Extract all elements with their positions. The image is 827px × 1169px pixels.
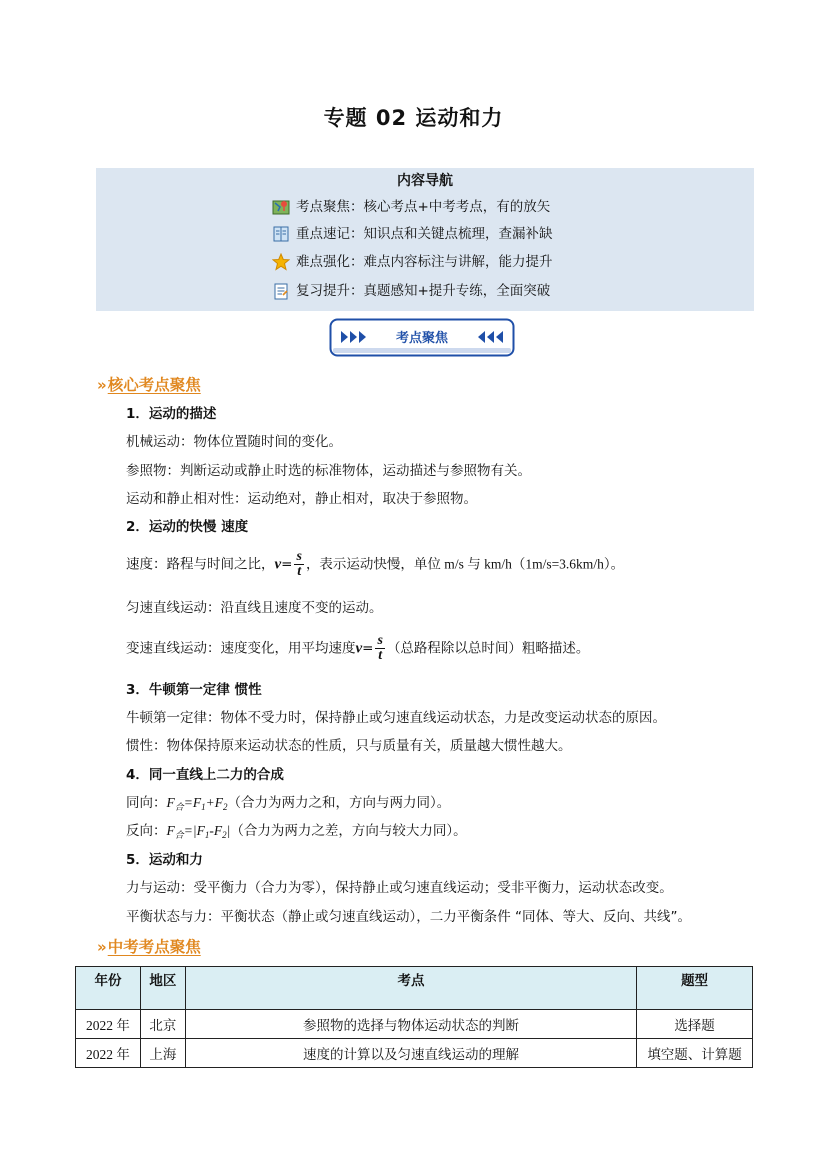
cell-year: 2022 年: [76, 1010, 141, 1039]
core-heading-label: 核心考点聚焦: [107, 376, 201, 394]
exam-section-heading: [97, 935, 201, 957]
s4-title: 4．同一直线上二力的合成: [126, 767, 284, 783]
opposite-direction: [126, 821, 467, 845]
fraction-denominator: t: [378, 648, 383, 663]
nav-item-review[interactable]: [274, 280, 550, 302]
exam-heading-label: 中考考点聚焦: [107, 938, 201, 956]
variable-motion: [126, 634, 589, 663]
page-title: 专题 02 运动和力: [323, 106, 504, 130]
s1-line-1: 机械运动：物体位置随时间的变化。: [126, 434, 342, 450]
star-icon: [272, 253, 290, 271]
cell-type: 填空题、计算题: [637, 1039, 753, 1068]
header-type: 题型: [637, 967, 753, 1010]
s3-line-1: 牛顿第一定律：物体不受力时，保持静止或匀速直线运动状态，力是改变运动状态的原因。: [126, 710, 666, 726]
same-note: （合力为两力之和，方向与两力同）。: [227, 795, 451, 811]
nav-item-label: 考点聚焦：核心考点+中考考点，有的放矢: [296, 199, 551, 215]
map-icon: [272, 198, 290, 216]
nav-heading: 内容导航: [397, 173, 453, 189]
core-section-heading: [97, 373, 201, 395]
formula-fraction: [375, 634, 384, 663]
cell-topic: 速度的计算以及匀速直线运动的理解: [185, 1039, 636, 1068]
same-direction: [126, 793, 450, 817]
header-year: 年份: [76, 967, 141, 1010]
opposite-note: （合力为两力之差，方向与较大力同）。: [230, 823, 467, 839]
header-region: 地区: [140, 967, 185, 1010]
fraction-numerator: s: [377, 633, 383, 648]
opposite-formula: $F_合=|F_1-F_2|$: [166, 823, 231, 840]
fraction-numerator: s: [296, 549, 302, 564]
same-label: 同向：: [126, 795, 167, 811]
cell-topic: 参照物的选择与物体运动状态的判断: [185, 1010, 636, 1039]
s3-title: 3．牛顿第一定律 惯性: [126, 682, 262, 698]
speed-definition: [126, 550, 624, 579]
opposite-label: 反向：: [126, 823, 167, 839]
formula-v: v: [274, 556, 282, 573]
nav-item-focus[interactable]: [274, 196, 550, 218]
s1-line-3: 运动和静止相对性：运动绝对，静止相对，取决于参照物。: [126, 491, 477, 507]
table-header-row: [76, 967, 753, 1010]
exam-points-table: [75, 966, 753, 1068]
uniform-motion: 匀速直线运动：沿直线且速度不变的运动。: [126, 600, 383, 616]
speed-text-post: ，表示运动快慢，单位 m/s 与 km/h（1m/s=3.6km/h）。: [305, 556, 625, 572]
cell-region: 上海: [140, 1039, 185, 1068]
nav-item-difficulty[interactable]: [274, 251, 553, 273]
focus-badge: [329, 318, 515, 362]
table-row: [76, 1010, 753, 1039]
s5-title: 5．运动和力: [126, 852, 203, 868]
cell-year: 2022 年: [76, 1039, 141, 1068]
chevron-icon: »: [97, 938, 107, 956]
variable-text-post: （总路程除以总时间）粗略描述。: [386, 640, 590, 657]
notepad-icon: [272, 282, 290, 300]
variable-text-pre: 变速直线运动：速度变化，用平均速度: [126, 640, 356, 657]
chevron-icon: »: [97, 376, 107, 394]
s5-line-1: 力与运动：受平衡力（合力为零），保持静止或匀速直线运动；受非平衡力，运动状态改变。: [126, 880, 673, 896]
same-formula: $F_合=F_1+F_2$: [166, 795, 228, 812]
nav-item-label: 重点速记：知识点和关键点梳理，查漏补缺: [296, 226, 553, 242]
formula-eq: =: [362, 640, 374, 657]
formula-eq: =: [281, 556, 293, 573]
cell-type: 选择题: [637, 1010, 753, 1039]
header-topic: 考点: [185, 967, 636, 1010]
content-navigation-box: [96, 168, 754, 311]
s1-title: 1．运动的描述: [126, 406, 217, 422]
book-icon: [272, 225, 290, 243]
nav-item-notes[interactable]: [274, 223, 553, 245]
formula-fraction: [294, 550, 303, 579]
fraction-denominator: t: [297, 564, 302, 579]
table-row: [76, 1039, 753, 1068]
s2-title: 2．运动的快慢 速度: [126, 519, 249, 535]
formula-v: v: [355, 640, 363, 657]
badge-label: 考点聚焦: [395, 331, 449, 346]
speed-text-pre: 速度：路程与时间之比，: [126, 556, 275, 573]
s3-line-2: 惯性：物体保持原来运动状态的性质，只与质量有关，质量越大惯性越大。: [126, 738, 572, 754]
nav-item-label: 复习提升：真题感知+提升专练，全面突破: [296, 283, 551, 299]
cell-region: 北京: [140, 1010, 185, 1039]
s1-line-2: 参照物：判断运动或静止时选的标准物体，运动描述与参照物有关。: [126, 463, 531, 479]
s5-line-2: 平衡状态与力：平衡状态（静止或匀速直线运动），二力平衡条件 “同体、等大、反向、共线”。: [126, 909, 692, 925]
nav-item-label: 难点强化：难点内容标注与讲解，能力提升: [296, 254, 553, 270]
